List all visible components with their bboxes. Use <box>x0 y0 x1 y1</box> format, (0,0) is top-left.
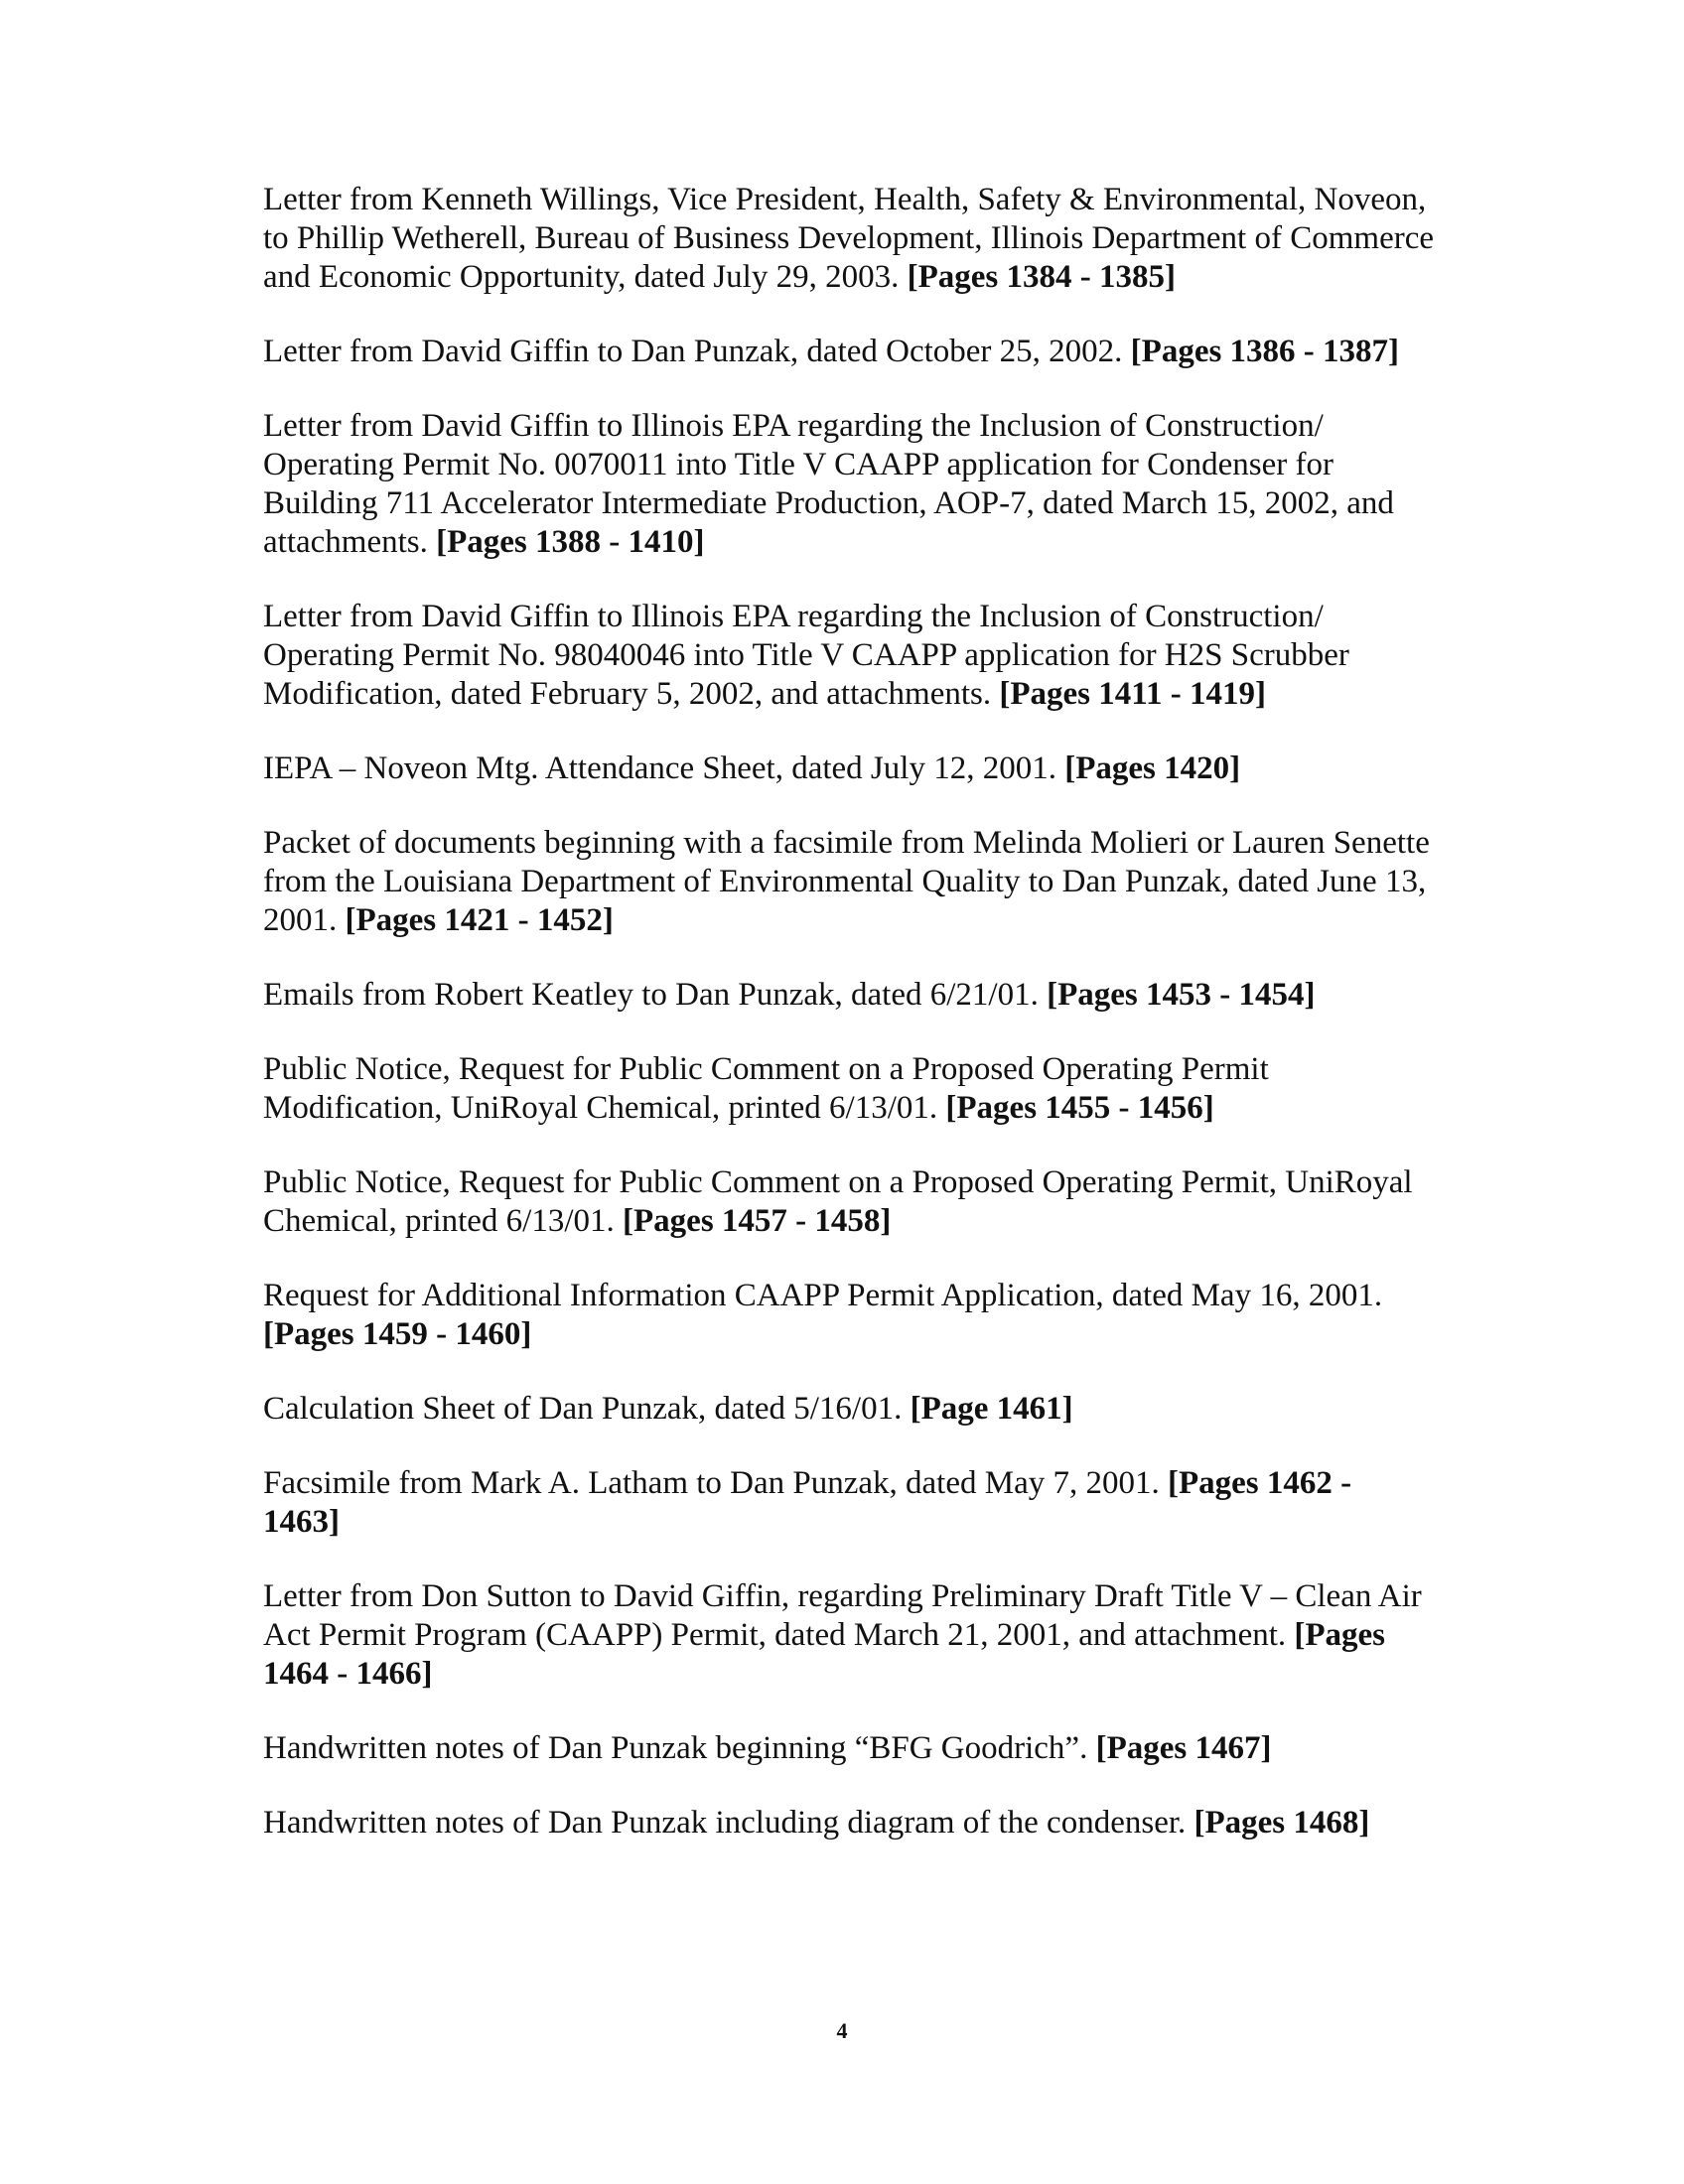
page-reference: [Pages 1420] <box>1064 751 1241 786</box>
record-entry <box>263 1163 1435 1241</box>
page-reference: [Pages 1384 - 1385] <box>907 259 1176 295</box>
record-entry <box>263 1577 1435 1694</box>
record-entry <box>263 1277 1435 1354</box>
page-reference: [Pages 1455 - 1456] <box>945 1090 1214 1126</box>
entry-description: Letter from David Giffin to Illinois EPA regarding the Inclusion of Construction/ Operating Permit No. 98040046 into Title V CAAPP application for H2S Scrubber Modification, dated February 5, 2002, and attachments. <box>263 599 1349 712</box>
entry-description: Handwritten notes of Dan Punzak beginning “BFG Goodrich”. <box>263 1730 1096 1766</box>
page-number: 4 <box>836 2018 848 2043</box>
record-entry <box>263 407 1435 562</box>
entry-description: Letter from David Giffin to Illinois EPA regarding the Inclusion of Construction/ Operating Permit No. 0070011 into Title V CAAPP application for Condenser for Building 711 Accelerator Intermediate Production, AOP-7, dated March 15, 2002, and attachments. <box>263 408 1394 560</box>
record-entry <box>263 1804 1435 1843</box>
entry-description: Handwritten notes of Dan Punzak including diagram of the condenser. <box>263 1805 1194 1841</box>
page-reference: [Pages 1459 - 1460] <box>263 1316 532 1352</box>
entry-description: Letter from Don Sutton to David Giffin, regarding Preliminary Draft Title V – Clean Air Act Permit Program (CAAPP) Permit, dated March 21, 2001, and attachment. <box>263 1578 1422 1653</box>
record-entry <box>263 181 1435 297</box>
page-reference: [Pages 1453 - 1454] <box>1047 977 1316 1013</box>
page-reference: [Pages 1388 - 1410] <box>436 524 705 560</box>
record-entry <box>263 333 1435 371</box>
entry-description: Public Notice, Request for Public Comment on a Proposed Operating Permit Modification, UniRoyal Chemical, printed 6/13/01. <box>263 1051 1269 1126</box>
record-index-list <box>263 181 1435 1878</box>
page-reference: [Pages 1421 - 1452] <box>345 902 614 938</box>
page-reference: [Pages 1467] <box>1095 1730 1272 1766</box>
entry-description: Emails from Robert Keatley to Dan Punzak, dated 6/21/01. <box>263 977 1048 1013</box>
record-entry <box>263 824 1435 940</box>
entry-description: Facsimile from Mark A. Latham to Dan Punzak, dated May 7, 2001. <box>263 1465 1168 1501</box>
entry-description: Public Notice, Request for Public Comment on a Proposed Operating Permit, UniRoyal Chemical, printed 6/13/01. <box>263 1164 1413 1239</box>
record-entry <box>263 598 1435 714</box>
page-reference: [Pages 1468] <box>1193 1805 1370 1841</box>
entry-description: Letter from David Giffin to Dan Punzak, dated October 25, 2002. <box>263 334 1131 369</box>
page-reference: [Pages 1462 - 1463] <box>263 1465 1352 1540</box>
entry-description: Request for Additional Information CAAPP Permit Application, dated May 16, 2001. <box>263 1278 1383 1313</box>
record-entry <box>263 1390 1435 1429</box>
entry-description: IEPA – Noveon Mtg. Attendance Sheet, dated July 12, 2001. <box>263 751 1065 786</box>
record-entry <box>263 750 1435 788</box>
record-entry <box>263 1464 1435 1542</box>
page-reference: [Pages 1411 - 1419] <box>999 676 1266 712</box>
entry-description: Calculation Sheet of Dan Punzak, dated 5/16/01. <box>263 1391 911 1427</box>
page-reference: [Pages 1464 - 1466] <box>263 1617 1386 1692</box>
page-reference: [Pages 1457 - 1458] <box>623 1203 892 1239</box>
entry-description: Packet of documents beginning with a facsimile from Melinda Molieri or Lauren Senette from the Louisiana Department of Environmental Quality to Dan Punzak, dated June 13, 2001. <box>263 825 1430 938</box>
record-entry <box>263 1729 1435 1768</box>
page-reference: [Page 1461] <box>910 1391 1073 1427</box>
record-entry <box>263 976 1435 1015</box>
entry-description: Letter from Kenneth Willings, Vice President, Health, Safety & Environmental, Noveon, to Phillip Wetherell, Bureau of Business Development, Illinois Department of Commerce and Economic Opportunity, dated July 29, 2003. <box>263 182 1434 295</box>
page-reference: [Pages 1386 - 1387] <box>1130 334 1400 369</box>
record-entry <box>263 1050 1435 1128</box>
